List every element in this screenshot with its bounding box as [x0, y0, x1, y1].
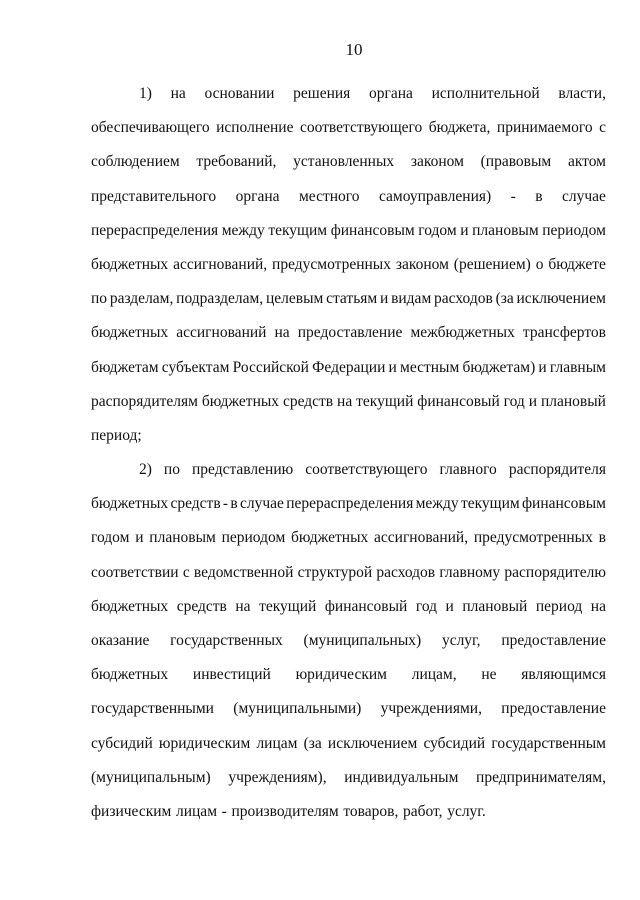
word: учреждениями, — [380, 700, 482, 718]
text-line — [91, 282, 606, 316]
word: (муниципальным) — [91, 768, 211, 786]
word: лицам, — [411, 666, 457, 684]
word: обеспечивающего — [91, 119, 210, 137]
word: распорядителям — [91, 392, 198, 410]
word: бюджетных — [91, 666, 169, 684]
word: оказание — [91, 632, 150, 649]
text-line — [91, 795, 606, 829]
word: трансфертов — [522, 324, 606, 342]
word: плановым — [472, 221, 539, 239]
word: являющимся — [521, 666, 606, 684]
word: между — [221, 221, 265, 239]
word: разделам, — [109, 290, 174, 308]
word: на — [170, 85, 186, 102]
word: бюджетных — [91, 495, 169, 513]
word: актом — [567, 153, 606, 171]
word: в — [230, 495, 238, 513]
word: видам — [391, 290, 432, 308]
word: расходов — [434, 290, 493, 308]
word: законом — [410, 153, 464, 171]
word: представлению — [191, 461, 294, 479]
word: установленных — [293, 153, 395, 171]
text-line — [91, 214, 606, 248]
word: органа — [368, 85, 413, 102]
text-line — [91, 180, 606, 214]
word: о — [535, 255, 544, 273]
word: власти, — [558, 85, 606, 102]
word: между — [415, 495, 459, 513]
word: Федерации — [312, 358, 386, 376]
word: случае — [239, 495, 284, 513]
word: целевым — [265, 290, 324, 308]
word: с — [599, 119, 606, 137]
text-line — [91, 590, 606, 624]
word: по — [91, 290, 108, 308]
word: исполнительной — [431, 85, 540, 102]
word: предусмотренных — [473, 529, 593, 547]
word: текущим — [268, 221, 328, 239]
word: в — [598, 529, 606, 547]
word: текущий — [356, 392, 414, 410]
word: государственным — [491, 734, 606, 752]
word: юридическим — [295, 666, 387, 684]
page-number: 10 — [345, 40, 363, 59]
word: на — [274, 324, 290, 342]
word: 2) — [139, 461, 152, 479]
text-line — [91, 385, 606, 419]
word: периодом — [221, 529, 286, 547]
word: плановым — [149, 529, 216, 547]
word: не — [481, 666, 497, 684]
word: расходов — [376, 563, 436, 581]
word: местного — [299, 187, 360, 205]
word: финансовый — [417, 392, 500, 410]
word: предоставление — [501, 632, 606, 649]
word: ассигнований, — [173, 255, 268, 273]
word: случае — [562, 187, 606, 205]
word: бюджете — [548, 255, 606, 273]
word: физическим — [91, 802, 172, 820]
text-line — [91, 761, 606, 795]
text-line — [91, 316, 606, 350]
word: и — [528, 392, 538, 410]
word: и — [445, 597, 454, 615]
word: требований, — [196, 153, 277, 171]
text-line — [91, 111, 606, 145]
word: 1) — [139, 85, 152, 102]
word: юридическим — [158, 734, 251, 752]
word: основании — [204, 85, 275, 102]
word: (муниципальными) — [233, 700, 362, 718]
word: и — [135, 529, 144, 547]
word: (правовым — [480, 153, 552, 171]
word: статьям — [326, 290, 378, 308]
word: (за — [495, 290, 514, 308]
word: финансовым — [330, 221, 415, 239]
word: исключением — [327, 734, 418, 752]
word: самоуправления) — [378, 187, 492, 205]
word: (муниципальных) — [303, 632, 422, 649]
word: соблюдением — [91, 153, 180, 171]
word: на — [235, 597, 251, 615]
word: период; — [91, 426, 142, 444]
text-line — [91, 77, 606, 111]
word: финансовым — [521, 495, 606, 513]
text-line — [91, 487, 606, 521]
word: бюджетных — [91, 255, 169, 273]
word: исполнение — [216, 119, 294, 137]
word: ассигнований, — [374, 529, 469, 547]
word: Российской — [232, 358, 309, 376]
word: ведомственной — [193, 563, 294, 581]
word: бюджета, — [428, 119, 491, 137]
word: и — [460, 221, 469, 239]
text-line — [91, 692, 606, 726]
word: лицам — [256, 734, 298, 752]
word: структурой — [297, 563, 373, 581]
word: - — [221, 802, 227, 820]
word: государственных — [170, 632, 283, 649]
word: межбюджетных — [410, 324, 515, 342]
word: товаров, — [343, 802, 399, 820]
word: (за — [303, 734, 322, 752]
word: предоставление — [297, 324, 403, 342]
word: средств — [282, 392, 334, 410]
word: перераспределения — [91, 221, 219, 239]
word: главным — [549, 358, 606, 376]
word: предусмотренных — [272, 255, 391, 273]
word: соответствии — [91, 563, 179, 581]
word: законом — [395, 255, 449, 273]
paragraph — [91, 453, 606, 829]
word: индивидуальным — [344, 768, 459, 786]
word: инвестиций — [192, 666, 271, 684]
word: органа — [235, 187, 280, 205]
word: главному — [439, 563, 501, 581]
word: соответствующего — [299, 119, 423, 137]
word: и — [379, 290, 389, 308]
word: годом — [91, 529, 130, 547]
word: местным — [400, 358, 460, 376]
document-body — [91, 77, 606, 829]
word: субсидий — [423, 734, 486, 752]
text-line — [91, 727, 606, 761]
word: период — [535, 597, 583, 615]
word: плановый — [462, 597, 528, 615]
word: бюджетных — [91, 597, 169, 615]
word: услуг, — [441, 632, 481, 649]
word: производителям — [231, 802, 339, 820]
word: год — [415, 597, 438, 615]
word: услуг. — [447, 802, 486, 820]
word: субъектам — [161, 358, 230, 376]
word: исключением — [516, 290, 606, 308]
word: бюджетам) — [462, 358, 536, 376]
word: средств — [170, 495, 221, 513]
word: финансовый — [324, 597, 408, 615]
word: - — [222, 495, 229, 513]
word: предпринимателям, — [476, 768, 606, 786]
text-line — [91, 624, 606, 658]
text-line — [91, 351, 606, 385]
word: текущим — [460, 495, 520, 513]
word: принимаемого — [496, 119, 593, 137]
word: в — [535, 187, 543, 205]
word: плановый — [540, 392, 606, 410]
word: учреждениям), — [228, 768, 327, 786]
text-line — [91, 556, 606, 590]
word: предоставление — [501, 700, 606, 718]
word: и — [388, 358, 397, 376]
text-line — [91, 145, 606, 179]
word: решения — [293, 85, 351, 102]
word: главного — [439, 461, 497, 479]
word: ассигнований — [176, 324, 267, 342]
word: представительного — [91, 187, 217, 205]
word: работ, — [403, 802, 443, 820]
word: субсидий — [91, 734, 153, 752]
word: соответствующего — [305, 461, 428, 479]
word: год — [503, 392, 525, 410]
paragraph — [91, 77, 606, 453]
word: на — [337, 392, 353, 410]
word: периодом — [542, 221, 606, 239]
word: на — [590, 597, 606, 615]
word: распорядителю — [504, 563, 606, 581]
word: подразделам, — [176, 290, 264, 308]
text-line — [91, 453, 606, 487]
word: по — [163, 461, 180, 479]
word: текущий — [259, 597, 317, 615]
word: (решением) — [453, 255, 531, 273]
word: бюджетных — [291, 529, 369, 547]
word: бюджетам — [91, 358, 159, 376]
text-line — [91, 521, 606, 555]
word: годом — [418, 221, 457, 239]
word: лицам — [175, 802, 217, 820]
text-line — [91, 248, 606, 282]
word: государственными — [91, 700, 214, 718]
word: и — [538, 358, 547, 376]
word: с — [182, 563, 190, 581]
word: бюджетных — [201, 392, 280, 410]
word: - — [510, 187, 516, 205]
word: бюджетных — [91, 324, 169, 342]
word: распорядителя — [508, 461, 606, 479]
text-line — [91, 419, 606, 453]
word: средств — [176, 597, 227, 615]
text-line — [91, 658, 606, 692]
word: перераспределения — [286, 495, 414, 513]
